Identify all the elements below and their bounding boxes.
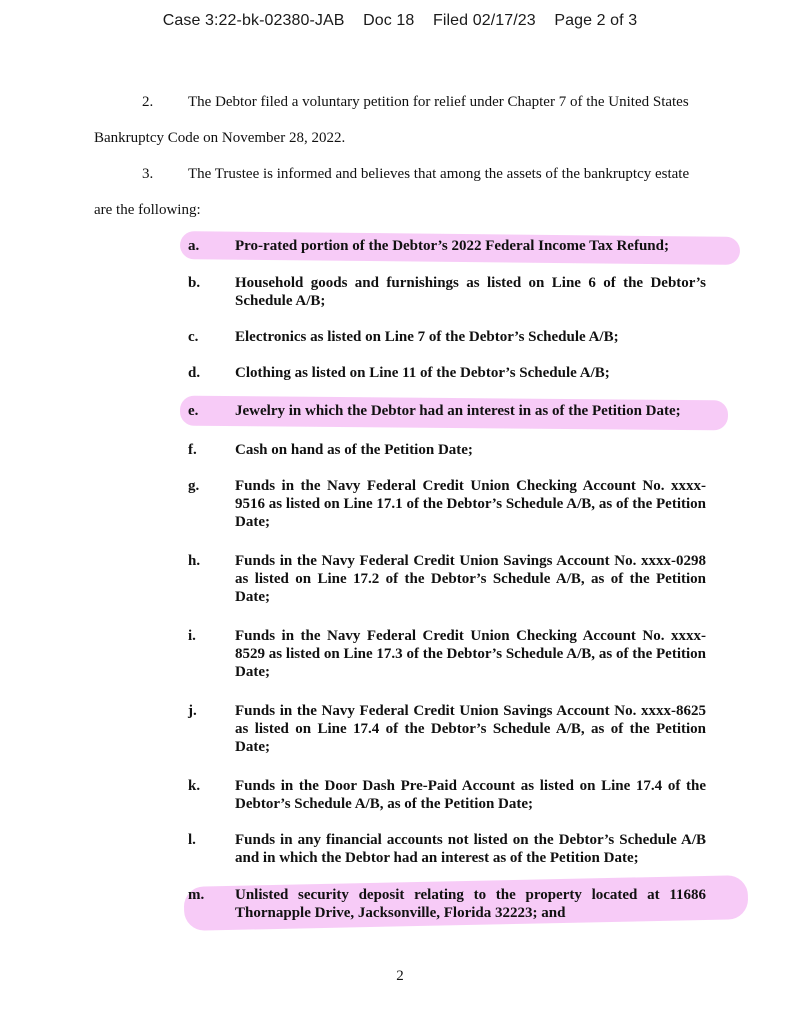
item-letter: j. [188, 703, 197, 719]
item-text: Household goods and furnishings as listed on Line 6 of the Debtor’s Schedule A/B; [235, 275, 706, 309]
item-text: Clothing as listed on Line 11 of the Debtor’s Schedule A/B; [235, 365, 610, 381]
list-item [188, 274, 706, 310]
paragraph-text: The Debtor filed a voluntary petition for relief under Chapter 7 of the United States [188, 94, 689, 110]
item-letter: b. [188, 275, 201, 291]
paragraph-number: 2. [142, 94, 154, 110]
paragraph-number: 3. [142, 166, 154, 182]
list-item [188, 477, 706, 531]
item-text: Funds in the Navy Federal Credit Union Savings Account No. xxxx-0298 as listed on Line 17.2 of the Debtor’s Schedule A/B, as of the Petition Date; [235, 553, 706, 605]
item-text: Funds in the Door Dash Pre-Paid Account as listed on Line 17.4 of the Debtor’s Schedule A/B, as of the Petition Date; [235, 778, 706, 812]
item-letter: i. [188, 628, 196, 644]
item-letter: f. [188, 442, 197, 458]
item-letter: g. [188, 478, 200, 494]
list-item [188, 831, 706, 867]
item-text: Unlisted security deposit relating to the property located at 11686 Thornapple Drive, Jacksonville, Florida 32223; and [235, 887, 706, 921]
item-text: Cash on hand as of the Petition Date; [235, 442, 473, 458]
list-item [188, 364, 706, 382]
item-letter: k. [188, 778, 201, 794]
paragraph-text: Bankruptcy Code on November 28, 2022. [94, 130, 346, 146]
item-letter: d. [188, 365, 201, 381]
list-item [188, 702, 706, 756]
item-text: Electronics as listed on Line 7 of the Debtor’s Schedule A/B; [235, 329, 619, 345]
list-item [188, 552, 706, 606]
list-item [188, 886, 706, 922]
item-letter: e. [188, 403, 199, 419]
item-text: Jewelry in which the Debtor had an interest in as of the Petition Date; [235, 403, 681, 419]
item-text: Funds in the Navy Federal Credit Union Checking Account No. xxxx-9516 as listed on Line 17.1 of the Debtor’s Schedule A/B, as of the Petition Date; [235, 478, 706, 530]
page-indicator: Page 2 of 3 [554, 12, 638, 29]
list-item [188, 627, 706, 681]
list-item [188, 402, 706, 420]
item-text: Funds in the Navy Federal Credit Union Savings Account No. xxxx-8625 as listed on Line 17.4 of the Debtor’s Schedule A/B, as of the Petition Date; [235, 703, 706, 755]
list-item [188, 441, 706, 459]
paragraph-text: The Trustee is informed and believes that among the assets of the bankruptcy estate [188, 166, 690, 182]
list-item [188, 328, 706, 346]
item-letter: a. [188, 238, 200, 254]
doc-number: Doc 18 [363, 12, 415, 29]
list-item [188, 237, 706, 255]
item-letter: m. [188, 887, 205, 903]
item-letter: c. [188, 329, 199, 345]
paragraph-text: are the following: [94, 202, 201, 218]
page-number: 2 [396, 968, 404, 984]
item-text: Funds in the Navy Federal Credit Union Checking Account No. xxxx-8529 as listed on Line 17.3 of the Debtor’s Schedule A/B, as of the Petition Date; [235, 628, 706, 680]
item-letter: l. [188, 832, 196, 848]
filed-date: Filed 02/17/23 [432, 12, 536, 29]
item-text: Pro-rated portion of the Debtor’s 2022 Federal Income Tax Refund; [235, 238, 669, 254]
case-number: Case 3:22-bk-02380-JAB [162, 12, 345, 29]
item-letter: h. [188, 553, 201, 569]
list-item [188, 777, 706, 813]
item-text: Funds in any financial accounts not listed on the Debtor’s Schedule A/B and in which the Debtor had an interest as of the Petition Date; [235, 832, 706, 866]
